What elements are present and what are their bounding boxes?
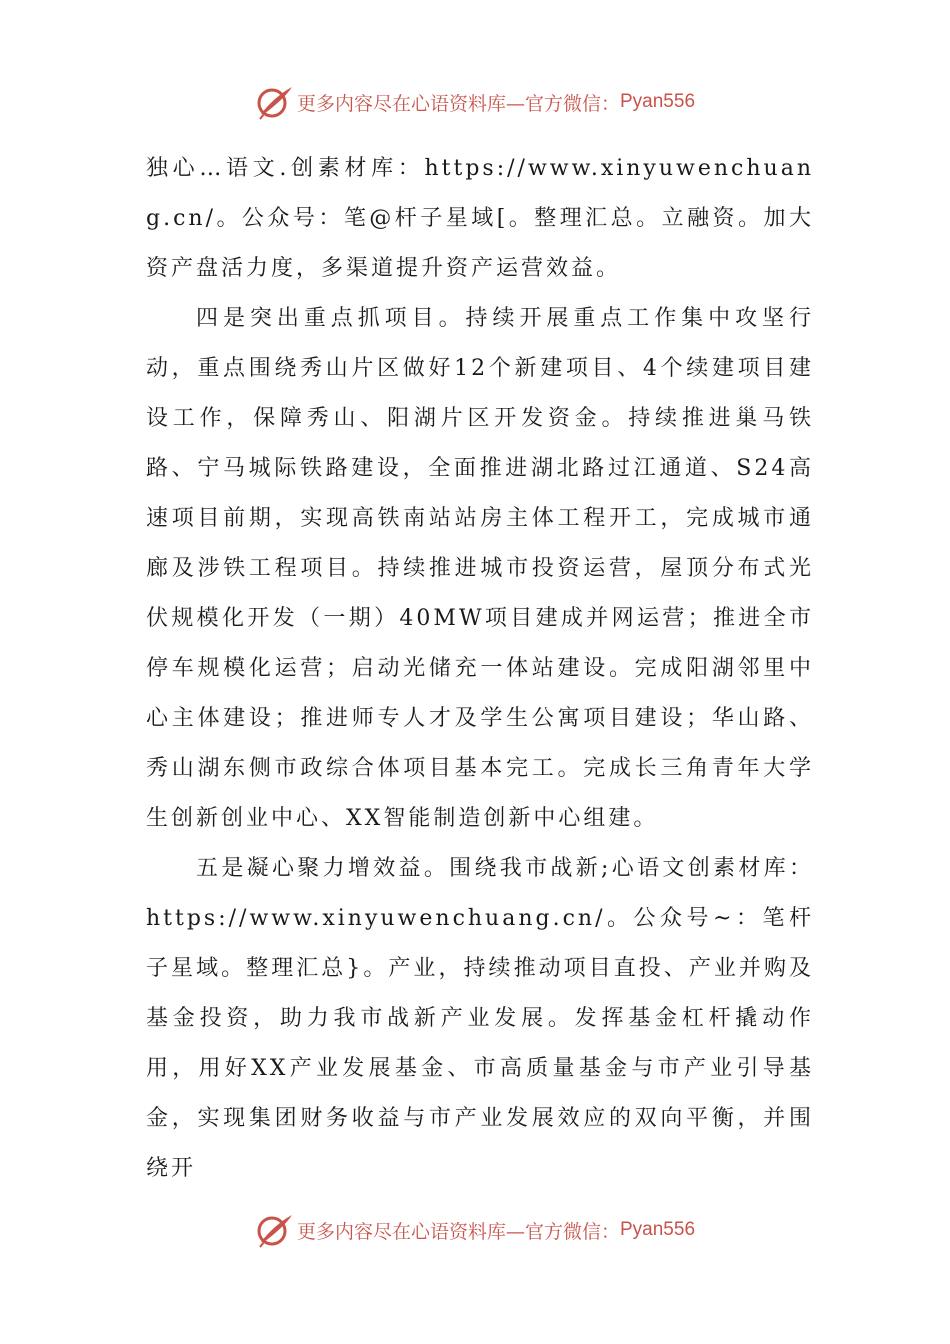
quill-logo-icon [255, 1210, 295, 1250]
document-body [146, 144, 814, 1194]
footer-banner-text: 更多内容尽在心语资料库— [296, 1220, 525, 1243]
header-wechat-id: Pyan556 [620, 91, 696, 112]
header-watermark-banner [0, 82, 950, 122]
paragraph-benefits: 五是凝心聚力增效益。围绕我市战新;心语文创素材库：https://www.xinyuwenchuang.cn/。公众号~：笔杆子星域。整理汇总}。产业，持续推动项目直投、产业并购及基金投资，助力我市战新产业发展。发挥基金杠杆撬动作用，用好XX产业发展基金、市高质量基金与市产业引导基金，实现集团财务收益与市产业发展效应的双向平衡，并围绕开 [146, 856, 814, 1181]
quill-logo-icon [255, 82, 295, 122]
paragraph-continued: 独心…语文.创素材库：https://www.xinyuwenchuang.cn/。公众号：笔@杆子星域[。整理汇总。立融资。加大资产盘活力度，多渠道提升资产运营效益。 [146, 156, 814, 281]
paragraph-projects: 四是突出重点抓项目。持续开展重点工作集中攻坚行动，重点围绕秀山片区做好12个新建项目、4个续建项目建设工作，保障秀山、阳湖片区开发资金。持续推进巢马铁路、宁马城际铁路建设，全面推进湖北路过江通道、S24高速项目前期，实现高铁南站站房主体工程开工，完成城市通廊及涉铁工程项目。持续推进城市投资运营，屋顶分布式光伏规模化开发（一期）40MW项目建成并网运营；推进全市停车规模化运营；启动光储充一体站建设。完成阳湖邻里中心主体建设；推进师专人才及学生公寓项目建设；华山路、秀山湖东侧市政综合体项目基本完工。完成长三角青年大学生创新创业中心、XX智能制造创新中心组建。 [146, 306, 814, 831]
header-wechat-label: 官方微信： [524, 92, 620, 115]
footer-watermark-banner [0, 1210, 950, 1250]
footer-wechat-id: Pyan556 [620, 1219, 696, 1240]
footer-wechat-label: 官方微信： [524, 1220, 620, 1243]
header-banner-text: 更多内容尽在心语资料库— [296, 92, 525, 115]
